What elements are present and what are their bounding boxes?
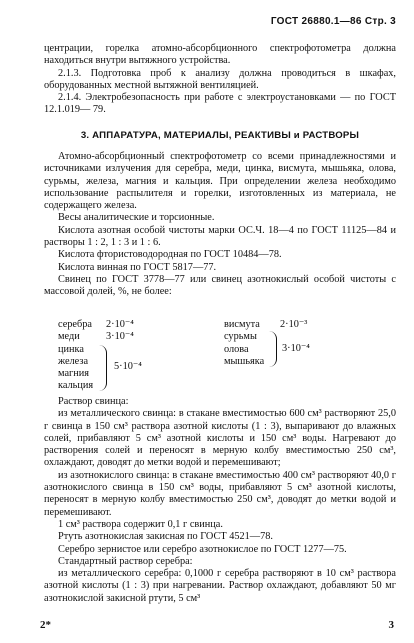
paragraph: центрации, горелка атомно-абсорбционного спектрофотометра должна находиться внутри вытяжного устройства.	[44, 43, 396, 67]
impurity-name: магния	[58, 368, 89, 379]
impurity-name: железа	[58, 356, 89, 367]
impurity-name: меди	[58, 331, 80, 342]
paragraph: Ртуть азотнокислая закисная по ГОСТ 4521—78.	[58, 531, 273, 543]
impurity-name: цинка	[58, 344, 84, 355]
paragraph: Весы аналитические и торсионные.	[58, 212, 215, 224]
top-text-block	[44, 43, 396, 117]
footer-signature-mark: 2*	[40, 619, 51, 631]
impurity-name: олова	[224, 344, 249, 355]
impurity-name: мышьяка	[224, 356, 265, 367]
paragraph: из металлического серебра: 0,1000 г серебра растворяют в 10 см³ раствора азотной кислоты (1 : 3) при нагревании. Раствор охлаждают, добавляют 50 мг азотнокислой закисной ртути, 5 см³	[44, 568, 396, 604]
paragraph: Атомно-абсорбционный спектрофотометр со всеми принадлежностями и источниками излучения для серебра, меди, цинка, висмута, мышьяка, олова, сурьмы, железа, магния и кальция. При определении железа необходимо использование распылителя и горелки, изготовленных из материала, не содержащего железа.	[44, 151, 396, 212]
paragraph: Кислота азотная особой чистоты марки ОС.Ч. 18—4 по ГОСТ 11125—84 и растворы 1 : 2, 1 : 3 и 1 : 6.	[44, 224, 396, 249]
impurity-value: 2·10⁻³	[280, 319, 308, 330]
page-header: ГОСТ 26880.1—86 Стр. 3	[270, 16, 396, 27]
impurity-value: 3·10⁻⁴	[106, 331, 134, 342]
lead-solution-block	[44, 396, 396, 605]
impurities-right-table	[224, 319, 384, 371]
impurity-name: сурьмы	[224, 331, 257, 342]
paragraph: Свинец по ГОСТ 3778—77 или свинец азотнокислый особой чистоты с массовой долей, %, не более:	[44, 273, 396, 298]
paragraph: 2.1.3. Подготовка проб к анализу должна проводиться в шкафах, оборудованных местной вытяжной вентиляцией.	[44, 67, 396, 91]
group-brace	[268, 331, 277, 367]
group-brace	[98, 345, 107, 391]
paragraph: Раствор свинца:	[58, 396, 129, 407]
impurity-name: серебра	[58, 319, 92, 330]
section-title: 3. АППАРАТУРА, МАТЕРИАЛЫ, РЕАКТИВЫ и РАСТВОРЫ	[80, 130, 360, 141]
impurity-name: висмута	[224, 319, 260, 330]
paragraph: из азотнокислого свинца: в стакане вместимостью 400 см³ растворяют 40,0 г азотнокислого свинца в 150 см³ воды, прибавляют 5 см³ азотной кислоты, переносят в мерную колбу вместимостью 250 см³, доводят до метки водой и перемешивают.	[44, 469, 396, 518]
paragraph: Кислота винная по ГОСТ 5817—77.	[58, 261, 217, 273]
section-heading-block	[44, 130, 396, 142]
paragraph: Серебро зернистое или серебро азотнокислое по ГОСТ 1277—75.	[58, 543, 347, 555]
impurity-value: 2·10⁻⁴	[106, 319, 134, 330]
group-value: 5·10⁻⁴	[114, 361, 142, 372]
paragraph: Стандартный раствор серебра:	[58, 555, 193, 567]
paragraph: 2.1.4. Электробезопасность при работе с электроустановками — по ГОСТ 12.1.019— 79.	[44, 92, 396, 116]
body-text-block	[44, 151, 396, 299]
paragraph: 1 см³ раствора содержит 0,1 г свинца.	[58, 518, 223, 530]
impurities-left-table	[58, 319, 208, 393]
impurity-name: кальция	[58, 380, 94, 391]
paragraph: из металлического свинца: в стакане вместимостью 600 см³ растворяют 25,0 г свинца в 150 см³ раствора азотной кислоты (1 : 3), выпаривают до влажных солей, прибавляют 5 см³ азотной кислоты и 150 см³ воды. Нагревают до растворения солей и переносят в мерную колбу вместимостью 250 см³, охлаждают, доводят до метки водой и перемешивают;	[44, 408, 396, 469]
page-number: 3	[388, 619, 394, 631]
paragraph: Кислота фтористоводородная по ГОСТ 10484—78.	[58, 249, 282, 261]
group-value: 3·10⁻⁴	[282, 343, 310, 354]
